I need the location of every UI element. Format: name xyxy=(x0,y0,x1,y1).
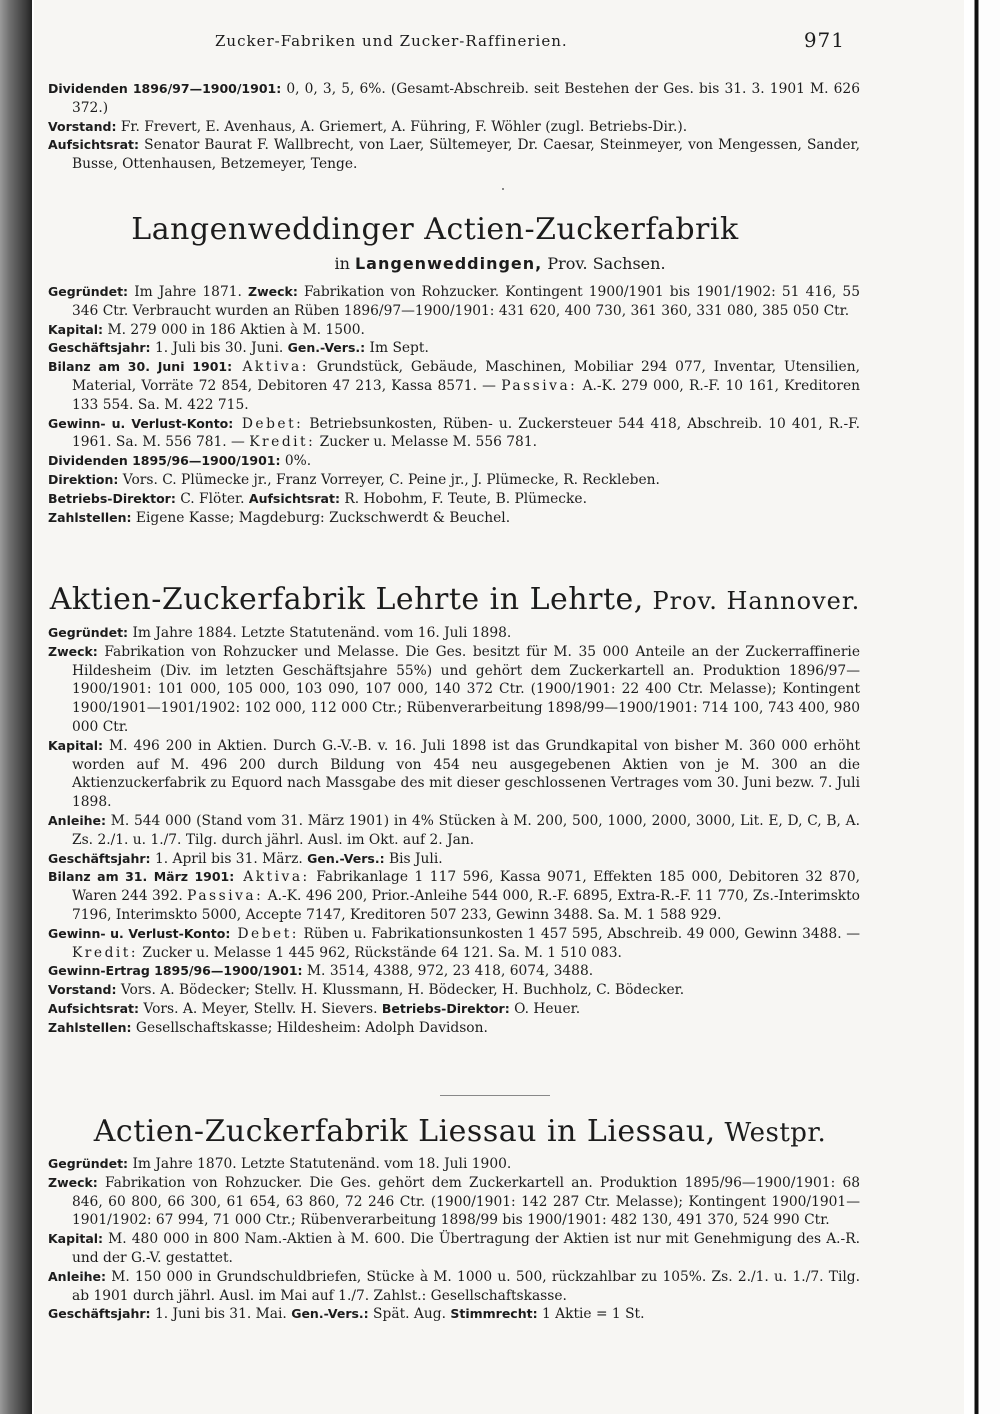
company-location-langenweddingen: in Langenweddingen, Prov. Sachsen. xyxy=(334,254,666,273)
entry-paragraph: Kapital: M. 496 200 in Aktien. Durch G.-V.-B. v. 16. Juli 1898 ist das Grundkapital von bisher M. 360 000 erhöht worden auf M. 496 200 durch Bildung von 454 neu ausgegebenen Aktien von je M. 300 an die Aktienzuckerfabrik zu Equord nach Massgabe des mit dieser geschlossenen Vertrages vom 30. Juni bezw. 7. Juli 1898. xyxy=(48,737,860,811)
entry-paragraph: Zweck: Fabrikation von Rohzucker. Die Ges. gehört dem Zuckerkartell an. Produktion 1895/96—1900/1901: 68 846, 60 800, 66 300, 61 654, 63 860, 72 246 Ctr. (1900/1901: 142 287 Ctr. Melasse); Kontingent 1900/1901—1901/1902: 67 994, 71 000 Ctr.; Rübenverarbeitung 1898/99 bis 1900/1901: 482 130, 491 370, 524 990 Ctr. xyxy=(48,1174,860,1229)
entry-paragraph: Bilanz am 31. März 1901: Aktiva: Fabrikanlage 1 117 596, Kassa 9071, Effekten 185 000, Debitoren 32 870, Waren 244 392. Passiva: A.-K. 496 200, Prior.-Anleihe 544 000, R.-F. 6895, Extra-R.-F. 11 770, Zs.-Interimskto 7196, Interimskto 5000, Accepte 7147, Kreditoren 507 233, Gewinn 3488. Sa. M. 1 588 929. xyxy=(48,869,860,923)
entry-paragraph: Anleihe: M. 150 000 in Grundschuldbriefen, Stücke à M. 1000 u. 500, rückzahlbar zu 105%. Zs. 2./1. u. 1./7. Tilg. ab 1901 durch jährl. Ausl. im Mai auf 1./7. Zahlst.: Gesellschaftskasse. xyxy=(48,1268,860,1304)
entry-lehrte xyxy=(48,624,860,1038)
entry-paragraph: Gegründet: Im Jahre 1871. Zweck: Fabrikation von Rohzucker. Kontingent 1900/1901 bis 1901/1902: 51 416, 55 346 Ctr. Verbraucht wurden an Rüben 1896/97—1900/1901: 431 620, 400 730, 361 360, 331 080, 385 050 Ctr. xyxy=(48,284,860,319)
separator-dot xyxy=(502,188,504,190)
entry-paragraph: Geschäftsjahr: 1. Juni bis 31. Mai. Gen.-Vers.: Spät. Aug. Stimmrecht: 1 Aktie = 1 St. xyxy=(48,1306,645,1323)
entry-paragraph: Gegründet: Im Jahre 1870. Letzte Statutenänd. vom 18. Juli 1900. xyxy=(48,1156,512,1172)
entry-paragraph: Direktion: Vors. C. Plümecke jr., Franz Vorreyer, C. Peine jr., J. Plümecke, R. Reckleben. xyxy=(48,471,660,488)
company-title-liessau: Actien-Zuckerfabrik Liessau in Liessau, Westpr. xyxy=(93,1114,827,1149)
entry-paragraph: Geschäftsjahr: 1. April bis 31. März. Gen.-Vers.: Bis Juli. xyxy=(48,850,443,867)
entry-paragraph: Kapital: M. 279 000 in 186 Aktien à M. 1500. xyxy=(48,321,365,338)
entry-paragraph: Anleihe: M. 544 000 (Stand vom 31. März 1901) in 4% Stücken à M. 200, 500, 1000, 2000, 3000, Lit. E, D, C, B, A. Zs. 2./1. u. 1./7. Tilg. durch jährl. Ausl. im Okt. auf 2. Jan. xyxy=(48,812,860,848)
entry-paragraph: Geschäftsjahr: 1. Juli bis 30. Juni. Gen.-Vers.: Im Sept. xyxy=(48,340,429,357)
section-separator xyxy=(440,1095,550,1096)
entry-paragraph: Vorstand: Vors. A. Bödecker; Stellv. H. Klussmann, H. Bödecker, H. Buchholz, C. Bödecker. xyxy=(48,982,685,999)
page-edge-rule xyxy=(964,0,1000,1414)
entry-paragraph: Aufsichtsrat: Vors. A. Meyer, Stellv. H. Sievers. Betriebs-Direktor: O. Heuer. xyxy=(48,1000,581,1017)
entry-continued xyxy=(48,80,860,174)
entry-liessau xyxy=(48,1155,860,1324)
company-title-langenweddingen: Langenweddinger Actien-Zuckerfabrik xyxy=(131,212,739,247)
entry-paragraph: Gewinn- u. Verlust-Konto: Debet: Betriebsunkosten, Rüben- u. Zuckersteuer 544 418, Abschreib. 10 401, R.-F. 1961. Sa. M. 556 781. — Kredit: Zucker u. Melasse M. 556 781. xyxy=(48,415,860,451)
entry-paragraph: Dividenden 1896/97—1900/1901: 0, 0, 3, 5, 6%. (Gesamt-Abschreib. seit Bestehen der Ges. bis 31. 3. 1901 M. 626 372.) xyxy=(48,81,860,116)
running-header xyxy=(215,28,845,52)
entry-paragraph: Zweck: Fabrikation von Rohzucker und Melasse. Die Ges. besitzt für M. 35 000 Anteile an der Zuckerraffinerie Hildesheim (Div. im letzten Geschäftsjahre 55%) und gehört dem Zuckerkartell an. Produktion 1896/97—1900/1901: 101 000, 105 000, 103 090, 107 000, 140 372 Ctr. (1900/1901: 22 400 Ctr. Melasse); Kontingent 1900/1901—1901/1902: 102 000, 112 000 Ctr.; Rübenverarbeitung 1898/99—1900/1901: 714 100, 743 400, 980 000 Ctr. xyxy=(48,643,860,735)
entry-paragraph: Vorstand: Fr. Frevert, E. Avenhaus, A. Griemert, A. Führing, F. Wöhler (zugl. Betriebs-Dir.). xyxy=(48,118,688,135)
entry-paragraph: Dividenden 1895/96—1900/1901: 0%. xyxy=(48,453,312,470)
entry-paragraph: Kapital: M. 480 000 in 800 Nam.-Aktien à M. 600. Die Übertragung der Aktien ist nur mit Genehmigung des A.-R. und der G.-V. gestattet. xyxy=(48,1231,860,1266)
company-title-lehrte: Aktien-Zuckerfabrik Lehrte in Lehrte, Prov. Hannover. xyxy=(49,582,861,617)
entry-paragraph: Zahlstellen: Eigene Kasse; Magdeburg: Zuckschwerdt & Beuchel. xyxy=(48,509,511,526)
running-title: Zucker-Fabriken und Zucker-Raffinerien. xyxy=(215,32,568,50)
entry-paragraph: Gegründet: Im Jahre 1884. Letzte Statutenänd. vom 16. Juli 1898. xyxy=(48,625,512,641)
entry-paragraph: Aufsichtsrat: Senator Baurat F. Wallbrecht, von Laer, Sültemeyer, Dr. Caesar, Steinmeyer, von Mengessen, Sander, Busse, Ottenhausen, Betzemeyer, Tenge. xyxy=(48,137,860,173)
entry-paragraph: Gewinn- u. Verlust-Konto: Debet: Rüben u. Fabrikationsunkosten 1 457 595, Abschreib. 49 000, Gewinn 3488. — Kredit: Zucker u. Melasse 1 445 962, Rückstände 64 121. Sa. M. 1 510 083. xyxy=(48,925,861,961)
entry-paragraph: Bilanz am 30. Juni 1901: Aktiva: Grundstück, Gebäude, Maschinen, Mobiliar 294 077, Inventar, Utensilien, Material, Vorräte 72 854, Debitoren 47 213, Kassa 8571. — Passiva: A.-K. 279 000, R.-F. 10 161, Kreditoren 133 554. Sa. M. 422 715. xyxy=(48,359,860,413)
entry-paragraph: Zahlstellen: Gesellschaftskasse; Hildesheim: Adolph Davidson. xyxy=(48,1019,488,1036)
entry-paragraph: Betriebs-Direktor: C. Flöter. Aufsichtsrat: R. Hobohm, F. Teute, B. Plümecke. xyxy=(48,490,587,507)
entry-langenweddingen xyxy=(48,283,860,527)
page-number: 971 xyxy=(803,28,845,52)
entry-paragraph: Gewinn-Ertrag 1895/96—1900/1901: M. 3514, 4388, 972, 23 418, 6074, 3488. xyxy=(48,963,594,980)
